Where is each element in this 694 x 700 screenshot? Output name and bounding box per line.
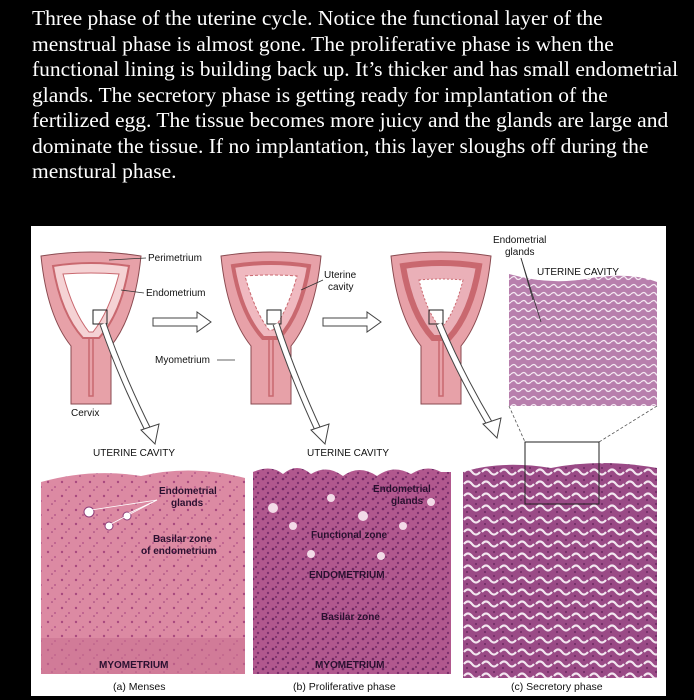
- endometrial-glands-label: Endometrial: [493, 235, 547, 246]
- panel-b-caption: (b) Proliferative phase: [293, 681, 396, 693]
- caption-text: Three phase of the uterine cycle. Notice the functional layer of the menstrual phase is almost gone. The proliferative phase is when the functional lining is building back up. It’s thicker and has small endometrial glands. The secretory phase is getting ready for implantation of the fertilized egg. The tissue becomes more juicy and the glands are large and dominate the tissue. If no implantation, this layer sloughs off during the menstural phase.: [32, 6, 679, 183]
- panel-a-caption: (a) Menses: [113, 681, 166, 693]
- basilar-zone-label: of endometrium: [141, 546, 217, 557]
- uterine-cavity-label: cavity: [328, 282, 354, 293]
- uterine-cavity-label: UTERINE CAVITY: [307, 448, 390, 459]
- uterine-cycle-figure: [31, 226, 666, 696]
- endometrial-glands-label: Endometrial: [373, 484, 431, 495]
- perimetrium-label: Perimetrium: [148, 253, 202, 264]
- uterus-diagram-proliferative: [221, 252, 321, 404]
- endometrium-label: Endometrium: [146, 288, 206, 299]
- secretory-micrograph: [463, 442, 657, 678]
- myometrium-label: MYOMETRIUM: [315, 660, 385, 671]
- endometrial-glands-label: glands: [171, 498, 204, 509]
- zoom-line: [599, 406, 657, 442]
- functional-zone-label: Functional zone: [311, 530, 388, 541]
- basilar-zone-label: Basilar zone: [321, 612, 380, 623]
- right-arrow-icon: [323, 312, 381, 332]
- endometrial-glands-label: Endometrial: [159, 486, 217, 497]
- panel-c-caption: (c) Secretory phase: [511, 681, 603, 693]
- proliferative-micrograph: [253, 448, 451, 674]
- uterine-cavity-inset-label: UTERINE CAVITY: [537, 267, 620, 278]
- myometrium-label: Myometrium: [155, 355, 211, 366]
- basilar-zone-label: Basilar zone: [153, 534, 212, 545]
- myometrium-label: MYOMETRIUM: [99, 660, 169, 671]
- figure-svg: [31, 226, 666, 696]
- menses-micrograph: [41, 448, 245, 674]
- right-arrow-icon: [153, 312, 211, 332]
- endometrium-label: ENDOMETRIUM: [309, 570, 385, 581]
- zoom-line: [509, 406, 525, 442]
- cervix-label: Cervix: [71, 408, 100, 419]
- endometrial-glands-label: glands: [505, 247, 535, 258]
- uterine-cavity-label: Uterine: [324, 270, 357, 281]
- uterine-cavity-label: UTERINE CAVITY: [93, 448, 176, 459]
- endometrial-glands-label: glands: [391, 496, 424, 507]
